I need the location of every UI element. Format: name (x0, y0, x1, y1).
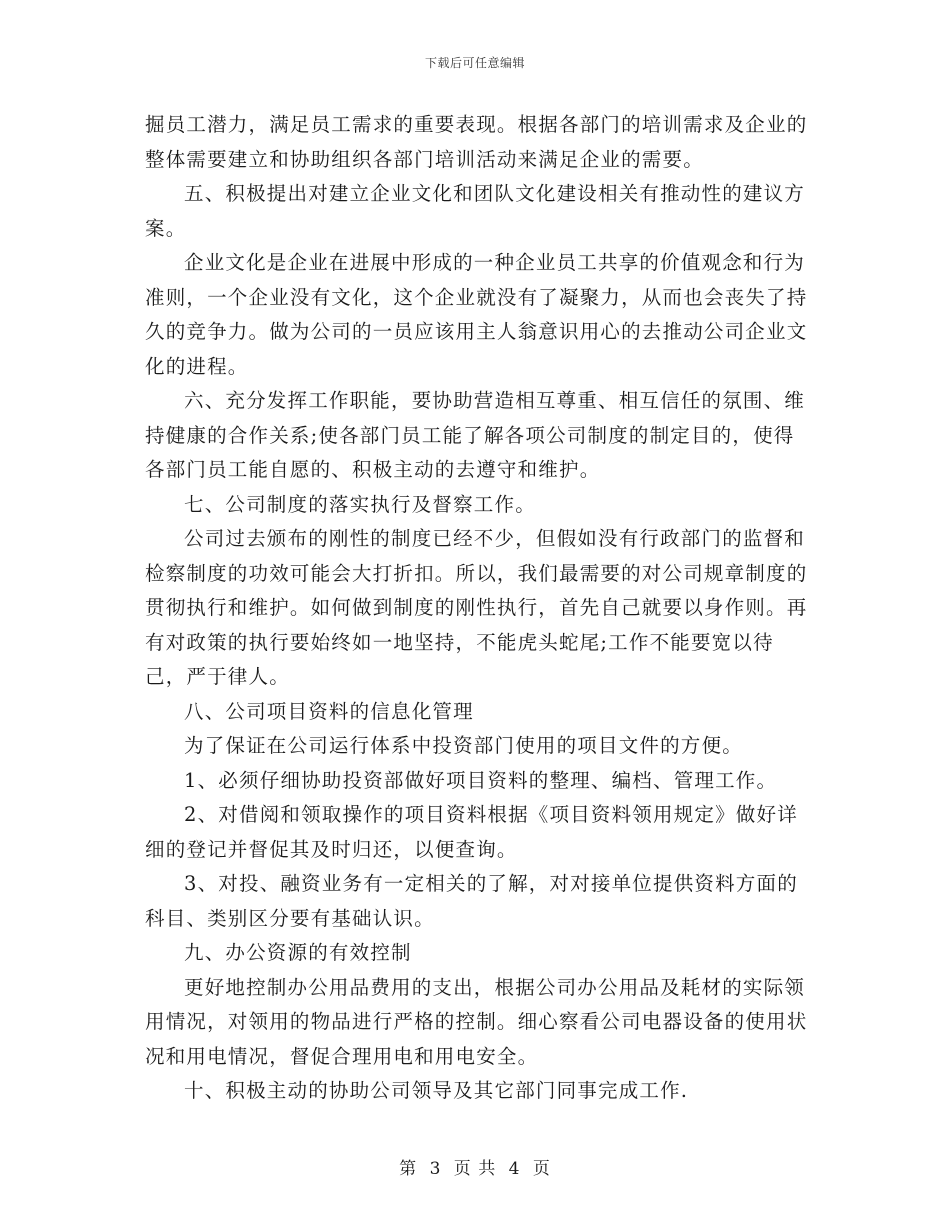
paragraph: 公司过去颁布的刚性的制度已经不少，但假如没有行政部门的监督和检察制度的功效可能会大打折扣。所以，我们最需要的对公司规章制度的贯彻执行和维护。如何做到制度的刚性执行，首先自己就要以身作则。再有对政策的执行要始终如一地坚持，不能虎头蛇尾;工作不能要宽以待己，严于律人。 (145, 527, 808, 688)
paragraph: 六、充分发挥工作职能，要协助营造相互尊重、相互信任的氛围、维持健康的合作关系;使各部门员工能了解各项公司制度的制定目的，使得各部门员工能自愿的、积极主动的去遵守和维护。 (145, 389, 806, 481)
page-footer (0, 1154, 950, 1179)
paragraph: 企业文化是企业在进展中形成的一种企业员工共享的价值观念和行为准则，一个企业没有文化，这个企业就没有了凝聚力，从而也会丧失了持久的竞争力。做为公司的一员应该用主人翁意识用心的去推动公司企业文化的进程。 (145, 251, 808, 378)
footer-current-page: 3 (429, 1159, 442, 1179)
document-body (145, 108, 810, 1109)
paragraph: 更好地控制办公用品费用的支出，根据公司办公用品及耗材的实际领用情况，对领用的物品进行严格的控制。细心察看公司电器设备的使用状况和用电情况，督促合理用电和用电安全。 (145, 975, 808, 1068)
paragraph: 五、积极提出对建立企业文化和团队文化建设相关有推动性的建议方案。 (145, 182, 806, 240)
paragraph: 八、公司项目资料的信息化管理 (184, 699, 474, 723)
paragraph: 九、办公资源的有效控制 (184, 941, 412, 964)
paragraph: 掘员工潜力，满足员工需求的重要表现。根据各部门的培训需求及企业的整体需要建立和协助组织各部门培训活动来满足企业的需要。 (145, 113, 808, 171)
page-header-note: 下载后可任意编辑 (424, 56, 525, 70)
paragraph: 十、积极主动的协助公司领导及其它部门同事完成工作. (184, 1079, 689, 1102)
paragraph: 2、对借阅和领取操作的项目资料根据《项目资料领用规定》做好详细的登记并督促其及时归还，以便查询。 (145, 803, 798, 861)
paragraph: 七、公司制度的落实执行及督察工作。 (184, 492, 536, 516)
paragraph: 为了保证在公司运行体系中投资部门使用的项目文件的方便。 (184, 734, 743, 757)
paragraph: 1、必须仔细协助投资部做好项目资料的整理、编档、管理工作。 (184, 768, 778, 792)
footer-prefix: 第 (399, 1159, 418, 1179)
footer-suffix: 页 (532, 1159, 551, 1179)
paragraph: 3、对投、融资业务有一定相关的了解，对对接单位提供资料方面的科目、类别区分要有基础认识。 (145, 872, 798, 930)
footer-middle: 页 共 (453, 1159, 497, 1179)
footer-total-pages: 4 (508, 1159, 521, 1179)
